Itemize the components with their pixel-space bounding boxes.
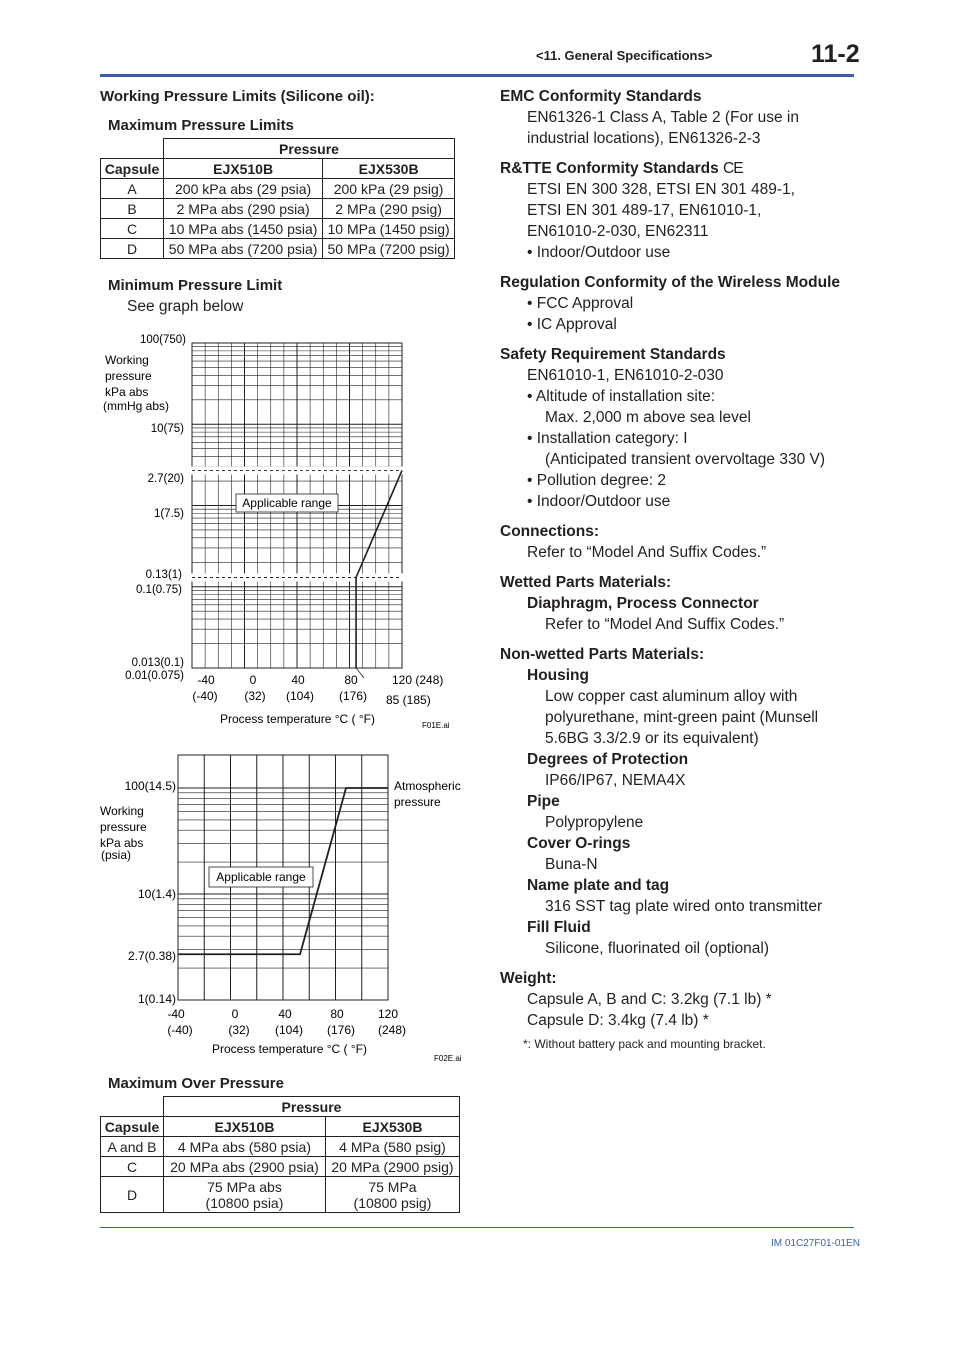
x-tick-label: (176) bbox=[338, 689, 368, 703]
x-tick-label: 40 bbox=[291, 673, 305, 687]
x-tick-label: (32) bbox=[244, 689, 266, 703]
x-tick-label: 40 bbox=[278, 1007, 292, 1021]
ce-mark-icon: CE bbox=[723, 160, 743, 177]
table-group-header: Pressure bbox=[164, 139, 455, 159]
max-over-pressure-title: Maximum Over Pressure bbox=[108, 1075, 284, 1092]
header-rule bbox=[100, 74, 854, 77]
pipe-subheading: Pipe bbox=[527, 793, 560, 810]
y-axis-label: kPa abs bbox=[100, 836, 144, 850]
y-tick-label: 100(14.5) bbox=[124, 779, 176, 793]
x-tick-label: -40 bbox=[197, 673, 215, 687]
table-row: A and B 4 MPa abs (580 psia) 4 MPa (580 psig) bbox=[101, 1137, 460, 1157]
cover-orings-subheading: Cover O-rings bbox=[527, 835, 631, 852]
table-header: Capsule bbox=[101, 1117, 164, 1137]
footer-rule bbox=[100, 1227, 854, 1228]
regulation-line: • IC Approval bbox=[527, 316, 617, 333]
rtte-line: EN61010-2-030, EN62311 bbox=[527, 223, 709, 240]
chart-min-pressure-2 bbox=[96, 748, 470, 1066]
wetted-line: Refer to “Model And Suffix Codes.” bbox=[545, 616, 785, 633]
protection-line: IP66/IP67, NEMA4X bbox=[545, 772, 686, 789]
x-tick-label: (-40) bbox=[167, 1023, 193, 1037]
x-tick-label: 0 bbox=[231, 1007, 239, 1021]
safety-line: • Altitude of installation site: bbox=[527, 388, 716, 405]
y-tick-label: 2.7(20) bbox=[147, 473, 184, 485]
table-group-header: Pressure bbox=[164, 1097, 460, 1117]
max-pressure-table bbox=[100, 138, 455, 259]
table-row: A 200 kPa abs (29 psia) 200 kPa (29 psig) bbox=[101, 179, 455, 199]
right-column bbox=[500, 86, 880, 1053]
x-tick-label: -40 bbox=[167, 1007, 185, 1021]
y-axis-label: Working bbox=[100, 804, 144, 818]
y-tick-label: 0.13(1) bbox=[145, 569, 182, 581]
non-wetted-heading: Non-wetted Parts Materials: bbox=[500, 646, 705, 663]
table-row: C 10 MPa abs (1450 psia) 10 MPa (1450 psig) bbox=[101, 219, 455, 239]
y-axis-label: kPa abs bbox=[105, 385, 149, 399]
page-number: 11-2 bbox=[811, 40, 860, 68]
figure-id: F02E.ai bbox=[434, 1054, 462, 1063]
table-row: D 75 MPa abs (10800 psia) 75 MPa (10800 psig) bbox=[101, 1177, 460, 1213]
weight-line: Capsule D: 3.4kg (7.4 lb) * bbox=[527, 1012, 709, 1029]
rtte-heading: R&TTE Conformity Standards CE bbox=[500, 160, 743, 177]
rtte-line: ETSI EN 301 489-17, EN61010-1, bbox=[527, 202, 762, 219]
y-axis-label: (mmHg abs) bbox=[103, 399, 170, 413]
table-header: EJX530B bbox=[323, 159, 455, 179]
name-plate-subheading: Name plate and tag bbox=[527, 877, 670, 894]
safety-line: (Anticipated transient overvoltage 330 V) bbox=[545, 451, 826, 468]
safety-line: • Indoor/Outdoor use bbox=[527, 493, 671, 510]
emc-line: industrial locations), EN61326-2-3 bbox=[527, 130, 761, 147]
rtte-line: • Indoor/Outdoor use bbox=[527, 244, 671, 261]
y-tick-label: 10(75) bbox=[150, 423, 184, 435]
x-axis-label: Process temperature °C ( °F) bbox=[220, 712, 375, 726]
regulation-heading: Regulation Conformity of the Wireless Module bbox=[500, 274, 841, 291]
min-pressure-text: See graph below bbox=[127, 298, 244, 315]
fill-fluid-subheading: Fill Fluid bbox=[527, 919, 591, 936]
x-tick-label: 0 bbox=[249, 673, 257, 687]
table-header: EJX510B bbox=[164, 159, 323, 179]
rtte-line: ETSI EN 300 328, ETSI EN 301 489-1, bbox=[527, 181, 795, 198]
x-tick-label: (248) bbox=[377, 1023, 407, 1037]
y-axis-label: pressure bbox=[105, 369, 152, 383]
y-tick-label: 1(0.14) bbox=[137, 992, 176, 1006]
regulation-line: • FCC Approval bbox=[527, 295, 634, 312]
weight-line: Capsule A, B and C: 3.2kg (7.1 lb) * bbox=[527, 991, 772, 1008]
safety-heading: Safety Requirement Standards bbox=[500, 346, 726, 363]
table-header: Capsule bbox=[101, 159, 164, 179]
fill-fluid-line: Silicone, fluorinated oil (optional) bbox=[545, 940, 770, 957]
applicable-range-label: Applicable range bbox=[242, 496, 332, 510]
table-row: C 20 MPa abs (2900 psia) 20 MPa (2900 psig) bbox=[101, 1157, 460, 1177]
y-tick-label: 0.1(0.75) bbox=[135, 584, 182, 596]
cover-orings-line: Buna-N bbox=[545, 856, 598, 873]
y-tick-label: 10(1.4) bbox=[137, 887, 176, 901]
emc-heading: EMC Conformity Standards bbox=[500, 88, 702, 105]
emc-line: EN61326-1 Class A, Table 2 (For use in bbox=[527, 109, 799, 126]
working-pressure-title: Working Pressure Limits (Silicone oil): bbox=[100, 88, 375, 105]
x-tick-label: (104) bbox=[285, 689, 315, 703]
y-axis-label: Working bbox=[105, 353, 149, 367]
annotation-label: pressure bbox=[394, 795, 441, 809]
pipe-line: Polypropylene bbox=[545, 814, 644, 831]
document-id: IM 01C27F01-01EN bbox=[771, 1238, 860, 1249]
x-tick-label: (32) bbox=[228, 1023, 250, 1037]
max-over-pressure-table bbox=[100, 1096, 460, 1213]
wetted-heading: Wetted Parts Materials: bbox=[500, 574, 672, 591]
safety-line: • Installation category: I bbox=[527, 430, 688, 447]
x-tick-label: 120 (248) bbox=[392, 673, 444, 687]
x-axis-label: Process temperature °C ( °F) bbox=[212, 1042, 367, 1056]
housing-line: 5.6BG 3.3/2.9 or its equivalent) bbox=[545, 730, 759, 747]
table-row: D 50 MPa abs (7200 psia) 50 MPa (7200 psig) bbox=[101, 239, 455, 259]
y-tick-label: 0.01(0.075) bbox=[125, 670, 184, 682]
x-tick-label: (176) bbox=[326, 1023, 356, 1037]
min-pressure-title: Minimum Pressure Limit bbox=[108, 277, 283, 294]
y-tick-label: 100(750) bbox=[139, 334, 186, 346]
series-line bbox=[356, 470, 402, 668]
table-header: EJX530B bbox=[325, 1117, 459, 1137]
section-title: <11. General Specifications> bbox=[536, 48, 713, 63]
housing-line: polyurethane, mint-green paint (Munsell bbox=[545, 709, 819, 726]
x-tick-label: 80 bbox=[330, 1007, 344, 1021]
safety-line: EN61010-1, EN61010-2-030 bbox=[527, 367, 724, 384]
table-row: B 2 MPa abs (290 psia) 2 MPa (290 psig) bbox=[101, 199, 455, 219]
applicable-range-label: Applicable range bbox=[216, 870, 306, 884]
y-tick-label: 2.7(0.38) bbox=[127, 949, 176, 963]
wetted-subheading: Diaphragm, Process Connector bbox=[527, 595, 759, 612]
protection-subheading: Degrees of Protection bbox=[527, 751, 689, 768]
name-plate-line: 316 SST tag plate wired onto transmitter bbox=[545, 898, 823, 915]
x-tick-label: (-40) bbox=[192, 689, 218, 703]
chart-min-pressure-1 bbox=[96, 328, 466, 733]
max-pressure-title: Maximum Pressure Limits bbox=[108, 117, 294, 134]
y-axis-label: (psia) bbox=[101, 848, 132, 862]
weight-heading: Weight: bbox=[500, 970, 557, 987]
connections-line: Refer to “Model And Suffix Codes.” bbox=[527, 544, 767, 561]
y-tick-label: 1(7.5) bbox=[153, 508, 184, 520]
housing-line: Low copper cast aluminum alloy with bbox=[545, 688, 798, 705]
safety-line: • Pollution degree: 2 bbox=[527, 472, 666, 489]
x-tick-label: 85 (185) bbox=[386, 693, 431, 707]
housing-subheading: Housing bbox=[527, 667, 589, 684]
safety-line: Max. 2,000 m above sea level bbox=[545, 409, 751, 426]
table-header: EJX510B bbox=[164, 1117, 326, 1137]
connections-heading: Connections: bbox=[500, 523, 600, 540]
weight-note: *: Without battery pack and mounting bracket. bbox=[523, 1037, 766, 1051]
figure-id: F01E.ai bbox=[422, 721, 450, 730]
annotation-label: Atmospheric bbox=[394, 779, 461, 793]
x-tick-label: 120 bbox=[377, 1007, 399, 1021]
x-tick-label: 80 bbox=[344, 673, 358, 687]
y-axis-label: pressure bbox=[100, 820, 147, 834]
x-tick-label: (104) bbox=[274, 1023, 304, 1037]
y-tick-label: 0.013(0.1) bbox=[131, 657, 184, 669]
